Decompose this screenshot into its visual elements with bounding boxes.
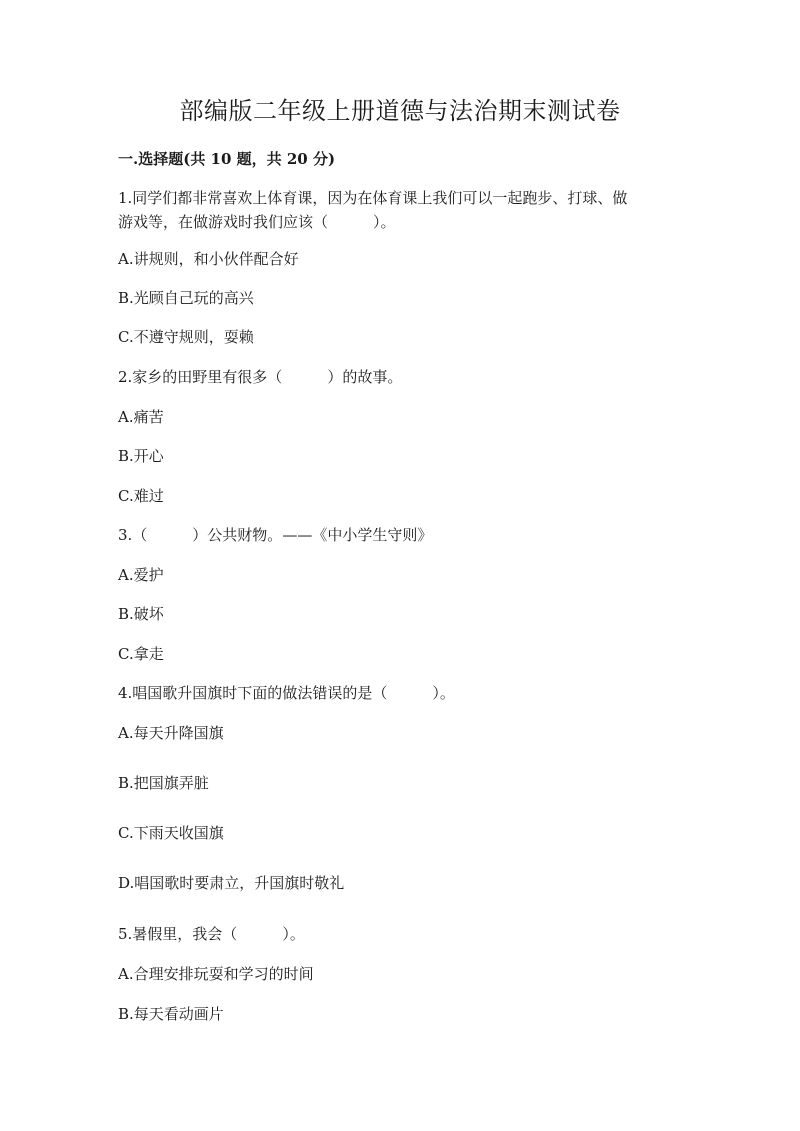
page-title: 部编版二年级上册道德与法治期末测试卷 [179, 97, 621, 125]
question-1-option-a: A.讲规则，和小伙伴配合好 [118, 250, 299, 268]
question-1-stem-line1: 1.同学们都非常喜欢上体育课，因为在体育课上我们可以一起跑步、打球、做 [118, 189, 628, 207]
question-2-option-a: A.痛苦 [118, 408, 164, 426]
question-2-stem: 2.家乡的田野里有很多（ ）的故事。 [118, 368, 403, 386]
question-4-option-a: A.每天升降国旗 [118, 724, 224, 742]
question-1-option-c: C.不遵守规则，耍赖 [118, 328, 254, 346]
question-5-option-b: B.每天看动画片 [118, 1005, 224, 1023]
question-2-option-c: C.难过 [118, 487, 164, 505]
section-heading: 一.选择题(共 10 题，共 20 分) [118, 150, 336, 168]
question-3-option-a: A.爱护 [118, 566, 164, 584]
question-1-option-b: B.光顾自己玩的高兴 [118, 289, 254, 307]
question-3-stem: 3.（ ）公共财物。——《中小学生守则》 [118, 526, 433, 544]
question-1-stem [118, 186, 678, 234]
question-4-option-c: C.下雨天收国旗 [118, 824, 224, 842]
question-5-stem: 5.暑假里，我会（ ）。 [118, 925, 305, 943]
question-4-stem: 4.唱国歌升国旗时下面的做法错误的是（ ）。 [118, 684, 455, 702]
question-4-option-b: B.把国旗弄脏 [118, 774, 209, 792]
question-2-option-b: B.开心 [118, 447, 164, 465]
question-3-option-b: B.破坏 [118, 605, 164, 623]
question-5-option-a: A.合理安排玩耍和学习的时间 [118, 965, 314, 983]
question-3-option-c: C.拿走 [118, 645, 164, 663]
question-1-stem-line2: 游戏等，在做游戏时我们应该（ ）。 [118, 213, 396, 231]
question-4-option-d: D.唱国歌时要肃立，升国旗时敬礼 [118, 874, 345, 892]
